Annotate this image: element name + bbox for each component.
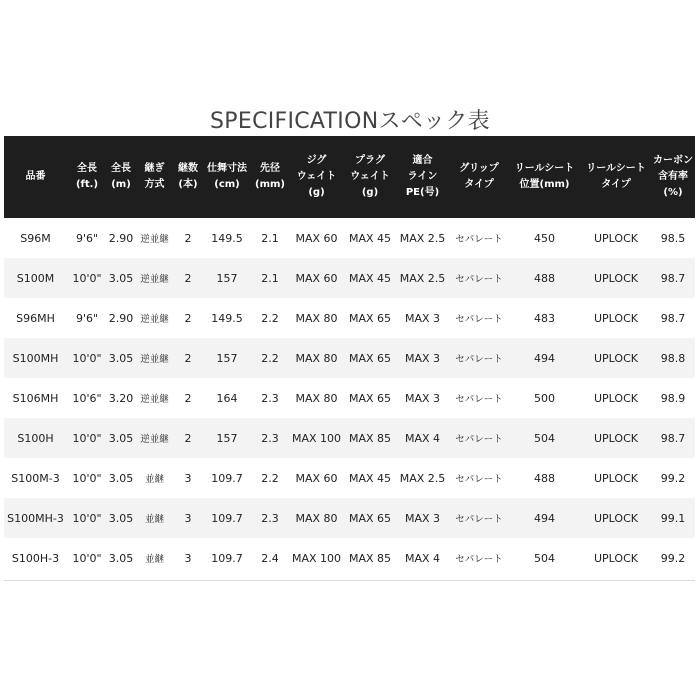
table-row bbox=[4, 418, 695, 458]
cell-plug-weight: MAX 85 bbox=[345, 538, 395, 578]
cell-length-ft: 9'6" bbox=[67, 218, 107, 258]
cell-reel-seat-position: 450 bbox=[508, 218, 581, 258]
cell-tip-diameter: 2.2 bbox=[252, 338, 288, 378]
cell-reel-seat-type: UPLOCK bbox=[581, 258, 651, 298]
cell-carbon-content: 98.7 bbox=[651, 258, 695, 298]
cell-reel-seat-type: UPLOCK bbox=[581, 378, 651, 418]
cell-jig-weight: MAX 100 bbox=[288, 418, 345, 458]
table-row bbox=[4, 458, 695, 498]
cell-model: S100M bbox=[4, 258, 67, 298]
cell-tip-diameter: 2.4 bbox=[252, 538, 288, 578]
cell-plug-weight: MAX 85 bbox=[345, 418, 395, 458]
cell-plug-weight: MAX 45 bbox=[345, 218, 395, 258]
cell-length-ft: 10'0" bbox=[67, 418, 107, 458]
cell-joint-type: 逆並継 bbox=[135, 298, 174, 338]
cell-reel-seat-type: UPLOCK bbox=[581, 418, 651, 458]
cell-sections: 3 bbox=[174, 458, 202, 498]
cell-grip-type: セパレート bbox=[450, 218, 508, 258]
cell-closed-length: 149.5 bbox=[202, 298, 252, 338]
cell-closed-length: 157 bbox=[202, 338, 252, 378]
cell-length-m: 2.90 bbox=[107, 218, 135, 258]
cell-joint-type: 並継 bbox=[135, 458, 174, 498]
table-row bbox=[4, 538, 695, 578]
table-row bbox=[4, 338, 695, 378]
col-header-plug-weight: プラグ ウェイト (g) bbox=[345, 136, 395, 218]
cell-reel-seat-position: 488 bbox=[508, 258, 581, 298]
cell-length-ft: 10'0" bbox=[67, 538, 107, 578]
cell-joint-type: 逆並継 bbox=[135, 258, 174, 298]
cell-line-pe: MAX 3 bbox=[395, 378, 450, 418]
cell-model: S100MH-3 bbox=[4, 498, 67, 538]
cell-model: S100M-3 bbox=[4, 458, 67, 498]
cell-length-m: 3.05 bbox=[107, 458, 135, 498]
cell-model: S96MH bbox=[4, 298, 67, 338]
col-header-jig-weight: ジグ ウェイト (g) bbox=[288, 136, 345, 218]
spec-table bbox=[4, 136, 695, 578]
cell-length-ft: 10'0" bbox=[67, 258, 107, 298]
cell-jig-weight: MAX 60 bbox=[288, 458, 345, 498]
cell-jig-weight: MAX 80 bbox=[288, 378, 345, 418]
cell-reel-seat-position: 494 bbox=[508, 498, 581, 538]
col-header-carbon-content: カーボン 含有率 (%) bbox=[651, 136, 695, 218]
col-header-line-pe: 適合 ライン PE(号) bbox=[395, 136, 450, 218]
cell-length-m: 3.05 bbox=[107, 258, 135, 298]
cell-model: S106MH bbox=[4, 378, 67, 418]
cell-tip-diameter: 2.3 bbox=[252, 418, 288, 458]
cell-plug-weight: MAX 65 bbox=[345, 338, 395, 378]
cell-model: S100H bbox=[4, 418, 67, 458]
cell-reel-seat-position: 504 bbox=[508, 538, 581, 578]
cell-model: S100H-3 bbox=[4, 538, 67, 578]
cell-closed-length: 109.7 bbox=[202, 538, 252, 578]
cell-reel-seat-type: UPLOCK bbox=[581, 298, 651, 338]
cell-length-m: 3.05 bbox=[107, 538, 135, 578]
cell-jig-weight: MAX 60 bbox=[288, 258, 345, 298]
cell-length-ft: 9'6" bbox=[67, 298, 107, 338]
cell-reel-seat-position: 500 bbox=[508, 378, 581, 418]
cell-grip-type: セパレート bbox=[450, 258, 508, 298]
col-header-tip-diameter: 先径 (mm) bbox=[252, 136, 288, 218]
cell-closed-length: 164 bbox=[202, 378, 252, 418]
cell-length-m: 3.05 bbox=[107, 498, 135, 538]
cell-grip-type: セパレート bbox=[450, 538, 508, 578]
cell-sections: 2 bbox=[174, 218, 202, 258]
cell-sections: 2 bbox=[174, 378, 202, 418]
cell-grip-type: セパレート bbox=[450, 458, 508, 498]
cell-plug-weight: MAX 45 bbox=[345, 458, 395, 498]
cell-carbon-content: 98.9 bbox=[651, 378, 695, 418]
cell-carbon-content: 98.7 bbox=[651, 298, 695, 338]
cell-plug-weight: MAX 65 bbox=[345, 298, 395, 338]
table-bottom-divider bbox=[4, 580, 695, 581]
cell-reel-seat-position: 504 bbox=[508, 418, 581, 458]
cell-line-pe: MAX 2.5 bbox=[395, 258, 450, 298]
cell-length-ft: 10'6" bbox=[67, 378, 107, 418]
table-row bbox=[4, 258, 695, 298]
cell-reel-seat-type: UPLOCK bbox=[581, 498, 651, 538]
cell-length-ft: 10'0" bbox=[67, 458, 107, 498]
cell-tip-diameter: 2.3 bbox=[252, 378, 288, 418]
col-header-grip-type: グリップ タイプ bbox=[450, 136, 508, 218]
cell-plug-weight: MAX 65 bbox=[345, 498, 395, 538]
cell-tip-diameter: 2.2 bbox=[252, 298, 288, 338]
cell-line-pe: MAX 2.5 bbox=[395, 458, 450, 498]
cell-line-pe: MAX 2.5 bbox=[395, 218, 450, 258]
cell-length-m: 3.05 bbox=[107, 338, 135, 378]
cell-length-m: 3.05 bbox=[107, 418, 135, 458]
cell-reel-seat-type: UPLOCK bbox=[581, 338, 651, 378]
cell-carbon-content: 98.7 bbox=[651, 418, 695, 458]
cell-tip-diameter: 2.2 bbox=[252, 458, 288, 498]
cell-carbon-content: 99.2 bbox=[651, 458, 695, 498]
cell-closed-length: 149.5 bbox=[202, 218, 252, 258]
cell-line-pe: MAX 4 bbox=[395, 538, 450, 578]
cell-model: S100MH bbox=[4, 338, 67, 378]
cell-reel-seat-position: 488 bbox=[508, 458, 581, 498]
cell-sections: 3 bbox=[174, 498, 202, 538]
cell-closed-length: 157 bbox=[202, 258, 252, 298]
cell-jig-weight: MAX 80 bbox=[288, 338, 345, 378]
cell-line-pe: MAX 3 bbox=[395, 498, 450, 538]
col-header-reel-seat-position: リールシート 位置(mm) bbox=[508, 136, 581, 218]
cell-model: S96M bbox=[4, 218, 67, 258]
col-header-reel-seat-type: リールシート タイプ bbox=[581, 136, 651, 218]
cell-reel-seat-type: UPLOCK bbox=[581, 538, 651, 578]
cell-grip-type: セパレート bbox=[450, 338, 508, 378]
cell-grip-type: セパレート bbox=[450, 298, 508, 338]
cell-plug-weight: MAX 65 bbox=[345, 378, 395, 418]
cell-closed-length: 157 bbox=[202, 418, 252, 458]
cell-carbon-content: 99.1 bbox=[651, 498, 695, 538]
cell-carbon-content: 98.5 bbox=[651, 218, 695, 258]
cell-joint-type: 並継 bbox=[135, 498, 174, 538]
cell-sections: 2 bbox=[174, 298, 202, 338]
cell-grip-type: セパレート bbox=[450, 378, 508, 418]
cell-jig-weight: MAX 80 bbox=[288, 298, 345, 338]
table-row bbox=[4, 378, 695, 418]
cell-length-m: 3.20 bbox=[107, 378, 135, 418]
cell-jig-weight: MAX 80 bbox=[288, 498, 345, 538]
cell-tip-diameter: 2.3 bbox=[252, 498, 288, 538]
cell-sections: 2 bbox=[174, 338, 202, 378]
cell-joint-type: 逆並継 bbox=[135, 418, 174, 458]
col-header-sections: 継数 (本) bbox=[174, 136, 202, 218]
col-header-joint-type: 継ぎ 方式 bbox=[135, 136, 174, 218]
cell-grip-type: セパレート bbox=[450, 498, 508, 538]
cell-length-ft: 10'0" bbox=[67, 498, 107, 538]
cell-carbon-content: 98.8 bbox=[651, 338, 695, 378]
cell-sections: 3 bbox=[174, 538, 202, 578]
table-row bbox=[4, 218, 695, 258]
col-header-closed-length: 仕舞寸法 (cm) bbox=[202, 136, 252, 218]
table-row bbox=[4, 498, 695, 538]
col-header-length-m: 全長 (m) bbox=[107, 136, 135, 218]
cell-joint-type: 並継 bbox=[135, 538, 174, 578]
cell-carbon-content: 99.2 bbox=[651, 538, 695, 578]
cell-closed-length: 109.7 bbox=[202, 498, 252, 538]
col-header-model: 品番 bbox=[4, 136, 67, 218]
cell-line-pe: MAX 4 bbox=[395, 418, 450, 458]
cell-length-m: 2.90 bbox=[107, 298, 135, 338]
cell-plug-weight: MAX 45 bbox=[345, 258, 395, 298]
cell-tip-diameter: 2.1 bbox=[252, 218, 288, 258]
cell-joint-type: 逆並継 bbox=[135, 218, 174, 258]
page-title: SPECIFICATIONスペック表 bbox=[210, 109, 490, 134]
cell-tip-diameter: 2.1 bbox=[252, 258, 288, 298]
cell-sections: 2 bbox=[174, 258, 202, 298]
cell-line-pe: MAX 3 bbox=[395, 338, 450, 378]
cell-reel-seat-position: 494 bbox=[508, 338, 581, 378]
cell-jig-weight: MAX 100 bbox=[288, 538, 345, 578]
header-row bbox=[4, 136, 695, 218]
cell-sections: 2 bbox=[174, 418, 202, 458]
cell-grip-type: セパレート bbox=[450, 418, 508, 458]
cell-jig-weight: MAX 60 bbox=[288, 218, 345, 258]
cell-joint-type: 逆並継 bbox=[135, 338, 174, 378]
cell-line-pe: MAX 3 bbox=[395, 298, 450, 338]
cell-joint-type: 逆並継 bbox=[135, 378, 174, 418]
cell-reel-seat-position: 483 bbox=[508, 298, 581, 338]
cell-length-ft: 10'0" bbox=[67, 338, 107, 378]
table-row bbox=[4, 298, 695, 338]
cell-reel-seat-type: UPLOCK bbox=[581, 218, 651, 258]
spec-table-body bbox=[4, 218, 695, 578]
col-header-length-ft: 全長 (ft.) bbox=[67, 136, 107, 218]
cell-closed-length: 109.7 bbox=[202, 458, 252, 498]
cell-reel-seat-type: UPLOCK bbox=[581, 458, 651, 498]
